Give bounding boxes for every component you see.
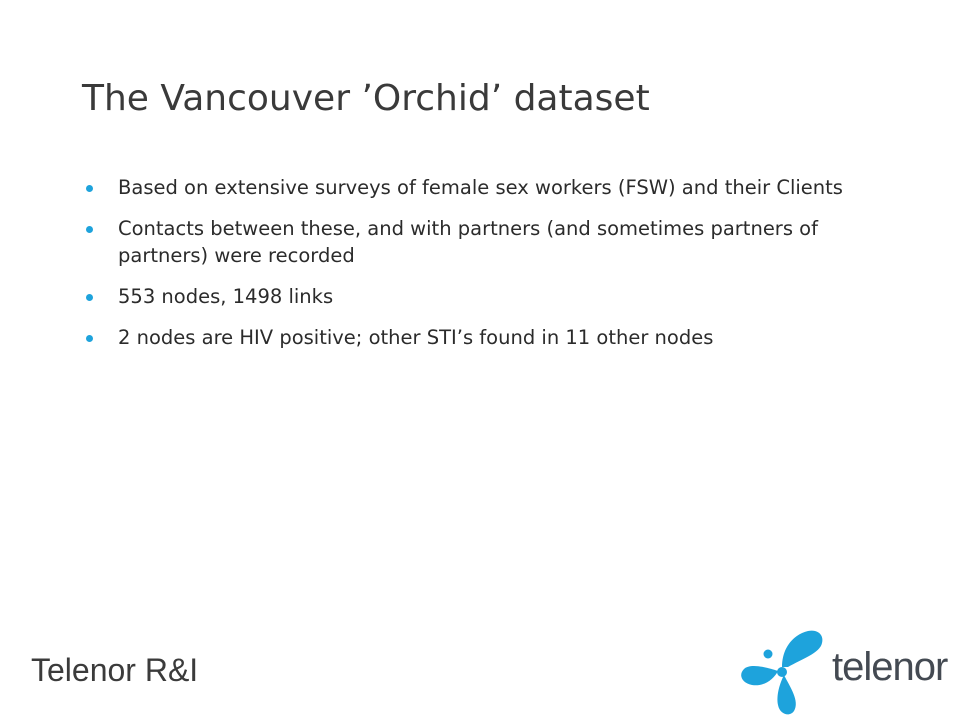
slide-title: The Vancouver ’Orchid’ dataset <box>82 78 650 119</box>
bullet-item <box>86 283 866 310</box>
bullet-dot-icon <box>86 294 93 301</box>
telenor-logo <box>738 627 948 717</box>
bullet-item <box>86 324 866 351</box>
bullet-list <box>86 174 866 365</box>
bullet-text: Based on extensive surveys of female sex workers (FSW) and their Clients <box>118 176 843 199</box>
telenor-propeller-icon <box>738 627 824 717</box>
bullet-dot-icon <box>86 226 93 233</box>
bullet-dot-icon <box>86 335 93 342</box>
footer-label: Telenor R&I <box>31 652 199 688</box>
bullet-text: 2 nodes are HIV positive; other STI’s found in 11 other nodes <box>118 326 714 349</box>
telenor-wordmark: telenor <box>832 645 948 689</box>
bullet-text: 553 nodes, 1498 links <box>118 285 334 308</box>
bullet-dot-icon <box>86 185 93 192</box>
bullet-item <box>86 174 866 201</box>
bullet-text: Contacts between these, and with partners (and sometimes partners of partners) were recorded <box>118 217 818 267</box>
bullet-item <box>86 215 866 269</box>
